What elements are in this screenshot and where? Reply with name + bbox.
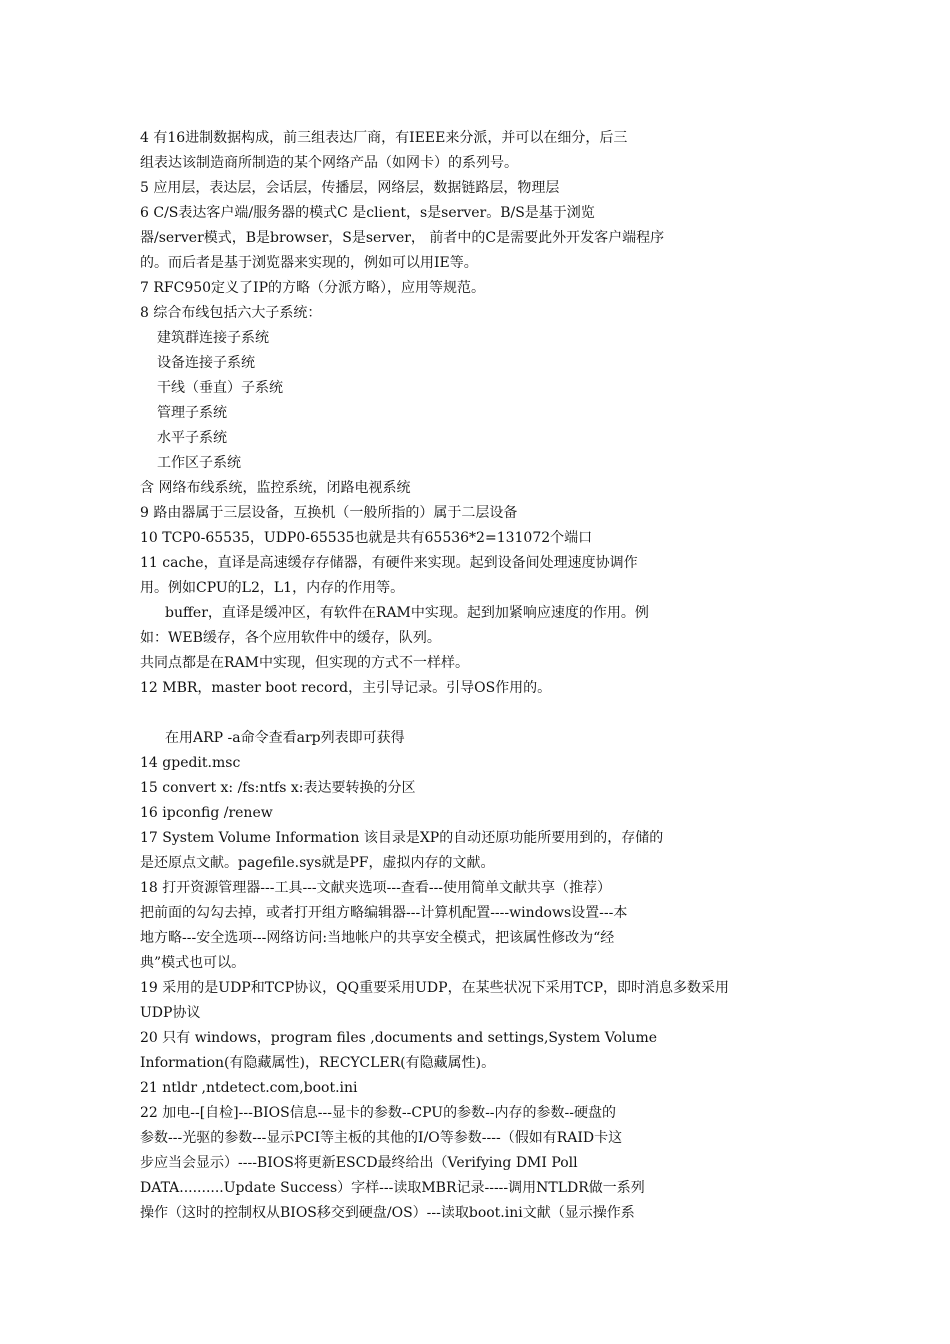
- text-line: 7 RFC950定义了IP的方略（分派方略），应用等规范。: [140, 280, 485, 296]
- text-line: 共同点都是在RAM中实现，但实现的方式不一样样。: [140, 655, 469, 671]
- text-line: Information(有隐藏属性)，RECYCLER(有隐藏属性)。: [140, 1055, 496, 1071]
- text-line: 用。例如CPU的L2，L1，内存的作用等。: [140, 580, 405, 596]
- text-line: 如：WEB缓存，各个应用软件中的缓存，队列。: [140, 630, 441, 646]
- text-line: 8 综合布线包括六大子系统：: [140, 305, 322, 321]
- text-line: 17 System Volume Information 该目录是XP的自动还原功能所要用到的，存储的: [140, 830, 664, 846]
- subsystem-item: 管理子系统: [157, 405, 227, 421]
- text-line: UDP协议: [140, 1005, 201, 1021]
- text-line: 含 网络布线系统，监控系统，闭路电视系统: [140, 480, 411, 496]
- subsystem-item: 水平子系统: [157, 430, 227, 446]
- text-line: 11 cache，直译是高速缓存存储器，有硬件来实现。起到设备间处理速度协调作: [140, 555, 638, 571]
- text-line: 是还原点文献。pagefile.sys就是PF，虚拟内存的文献。: [140, 855, 495, 871]
- text-line: 20 只有 windows，program files ,documents and settings,System Volume: [140, 1030, 658, 1046]
- text-line: 10 TCP0-65535，UDP0-65535也就是共有65536*2=131072个端口: [140, 530, 593, 546]
- text-line: 地方略---安全选项---网络访问:当地帐户的共享安全模式，把该属性修改为“经: [140, 930, 615, 946]
- text-line: 19 采用的是UDP和TCP协议，QQ重要采用UDP，在某些状况下采用TCP，即时消息多数采用: [140, 980, 730, 996]
- text-line: 12 MBR，master boot record，主引导记录。引导OS作用的。: [140, 680, 552, 696]
- text-line: 的。而后者是基于浏览器来实现的，例如可以用IE等。: [140, 255, 478, 271]
- text-line: 14 gpedit.msc: [140, 755, 241, 771]
- text-line: 18 打开资源管理器---工具---文献夹选项---查看---使用简单文献共享（推荐）: [140, 880, 612, 896]
- subsystem-item: 建筑群连接子系统: [157, 330, 269, 346]
- text-line: 4 有16进制数据构成，前三组表达厂商，有IEEE来分派，并可以在细分，后三: [140, 130, 628, 146]
- text-line: 把前面的勾勾去掉，或者打开组方略编辑器---计算机配置----windows设置---本: [140, 905, 628, 921]
- text-line: 典”模式也可以。: [140, 955, 246, 971]
- text-line: 组表达该制造商所制造的某个网络产品（如网卡）的系列号。: [140, 155, 518, 171]
- text-line: 步应当会显示）----BIOS将更新ESCD最终给出（Verifying DMI Poll: [140, 1155, 578, 1171]
- text-line: 在用ARP -a命令查看arp列表即可获得: [165, 730, 405, 746]
- text-line: buffer，直译是缓冲区，有软件在RAM中实现。起到加紧响应速度的作用。例: [165, 605, 649, 621]
- blank-line: [140, 701, 830, 726]
- text-line: 操作（这时的控制权从BIOS移交到硬盘/OS）---读取boot.ini文献（显示操作系: [140, 1205, 635, 1221]
- subsystem-item: 工作区子系统: [157, 455, 241, 471]
- text-line: 参数---光驱的参数---显示PCI等主板的其他的I/O等参数----（假如有RAID卡这: [140, 1130, 623, 1146]
- text-line: DATA..........Update Success）字样---读取MBR记录-----调用NTLDR做一系列: [140, 1180, 645, 1196]
- text-line: 15 convert x: /fs:ntfs x:表达要转换的分区: [140, 780, 416, 796]
- subsystem-item: 干线（垂直）子系统: [157, 380, 283, 396]
- text-line: 5 应用层，表达层，会话层，传播层，网络层，数据链路层，物理层: [140, 180, 560, 196]
- text-line: 22 加电--[自检]---BIOS信息---显卡的参数--CPU的参数--内存的参数--硬盘的: [140, 1105, 616, 1121]
- text-line: 器/server模式，B是browser，S是server， 前者中的C是需要此外开发客户端程序: [140, 230, 665, 246]
- text-line: 9 路由器属于三层设备，互换机（一般所指的）属于二层设备: [140, 505, 518, 521]
- document-body: [140, 126, 830, 1226]
- text-line: 16 ipconfig /renew: [140, 805, 273, 821]
- subsystem-item: 设备连接子系统: [157, 355, 255, 371]
- text-line: 6 C/S表达客户端/服务器的模式C 是client，s是server。B/S是基于浏览: [140, 205, 595, 221]
- text-line: 21 ntldr ,ntdetect.com,boot.ini: [140, 1080, 358, 1096]
